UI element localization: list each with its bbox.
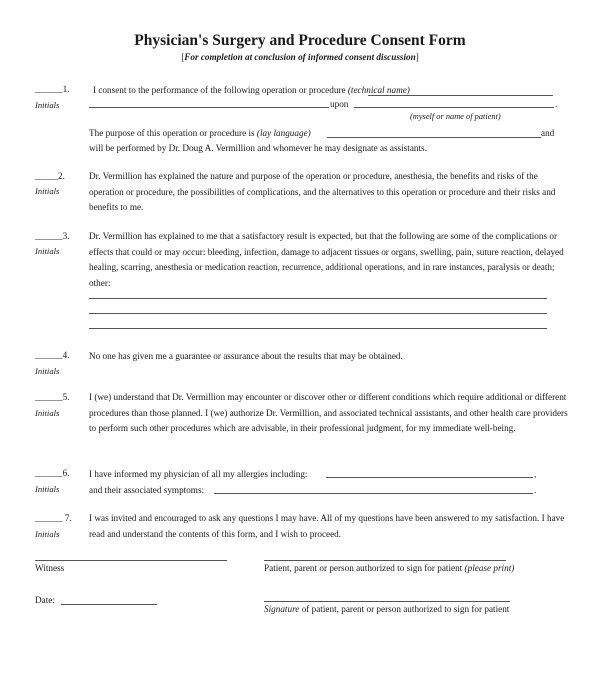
- item-4-initials-label: Initials: [35, 366, 60, 376]
- other-complications-line-2[interactable]: [89, 313, 547, 314]
- patient-name-hint: (myself or name of patient): [410, 112, 501, 121]
- item-2-initials-field[interactable]: _____2.: [35, 171, 65, 181]
- patient-signature-label: Signature of patient, parent or person authorized to sign for patient: [264, 604, 510, 614]
- form-subtitle: [For completion at conclusion of informed consent discussion]: [181, 52, 419, 62]
- item-5-text: I (we) understand that Dr. Vermillion may encounter or discover other or different conditions which require additional or different procedures than those planned. I (we) authorize Dr. Vermillion, and associated technical assistants, and other health care providers to perform such other procedures which are advisable, in their professional judgment, for my immediate well-being.: [89, 392, 568, 433]
- item-4-text: No one has given me a guarantee or assurance about the results that may be obtained.: [89, 351, 403, 361]
- form-title: Physician's Surgery and Procedure Consent Form: [134, 32, 466, 49]
- date-field[interactable]: [61, 604, 157, 605]
- item-7-initials-field[interactable]: ______ 7.: [35, 513, 72, 523]
- technical-name-field[interactable]: [368, 95, 553, 96]
- item-2-text: Dr. Vermillion has explained the nature and purpose of the operation or procedure, anesthesia, the benefits and risks of the operation or procedure, the possibilities of complications, and the alternatives to this operation or procedure and their risks and benefits to me.: [89, 171, 556, 212]
- item-7-initials-label: Initials: [35, 529, 60, 539]
- item-4-initials-field[interactable]: ______4.: [35, 350, 70, 360]
- allergies-label: I have informed my physician of all my allergies including:: [89, 469, 308, 479]
- item-5-initials-label: Initials: [35, 408, 60, 418]
- symptoms-label: and their associated symptoms:: [89, 485, 205, 495]
- performed-by-text: will be performed by Dr. Doug A. Vermillion and whomever he may designate as assistants.: [89, 143, 427, 153]
- item-1-line1: I consent to the performance of the following operation or procedure (technical name): [93, 85, 410, 95]
- purpose-field[interactable]: [327, 137, 541, 138]
- upon-label: upon: [330, 99, 349, 109]
- patient-print-label: Patient, parent or person authorized to sign for patient (please print): [264, 563, 515, 573]
- patient-print-line[interactable]: [264, 560, 506, 561]
- allergies-field[interactable]: [326, 477, 533, 478]
- item-6-initials-label: Initials: [35, 484, 60, 494]
- purpose-line: The purpose of this operation or procedure is (lay language): [89, 128, 311, 138]
- symptoms-field[interactable]: [214, 493, 533, 494]
- witness-signature-line[interactable]: [35, 560, 227, 561]
- patient-name-field[interactable]: [354, 107, 554, 108]
- item-3-initials-field[interactable]: ______3.: [35, 231, 70, 241]
- date-label: Date:: [35, 595, 55, 605]
- item-3-initials-label: Initials: [35, 246, 60, 256]
- item-3-text: Dr. Vermillion has explained to me that a satisfactory result is expected, but that the following are some of the complications or effects that could or may occur: bleeding, infection, damage to adjacent tissues or organs, swelling, pain, suture reaction, delayed healing, scarring, anesthesia or medication reaction, recurrence, additional operations, and in rare instances, paralysis or death; other:: [89, 231, 564, 288]
- item-5-initials-field[interactable]: ______5.: [35, 392, 70, 402]
- subtitle-text: For completion at conclusion of informed consent discussion: [184, 52, 416, 62]
- item-6-initials-field[interactable]: ______6.: [35, 468, 70, 478]
- item-1-initials-label: Initials: [35, 100, 60, 110]
- other-complications-line-1[interactable]: [89, 298, 547, 299]
- procedure-name-field[interactable]: [89, 107, 329, 108]
- patient-signature-line[interactable]: [264, 601, 510, 602]
- witness-label: Witness: [35, 563, 65, 573]
- item-7-text: I was invited and encouraged to ask any questions I may have. All of my questions have been answered to my satisfaction. I have read and understand the contents of this form, and I wish to proceed.: [89, 513, 565, 539]
- item-2-initials-label: Initials: [35, 186, 60, 196]
- other-complications-line-3[interactable]: [89, 328, 547, 329]
- item-1-initials-field[interactable]: ______1.: [35, 84, 70, 94]
